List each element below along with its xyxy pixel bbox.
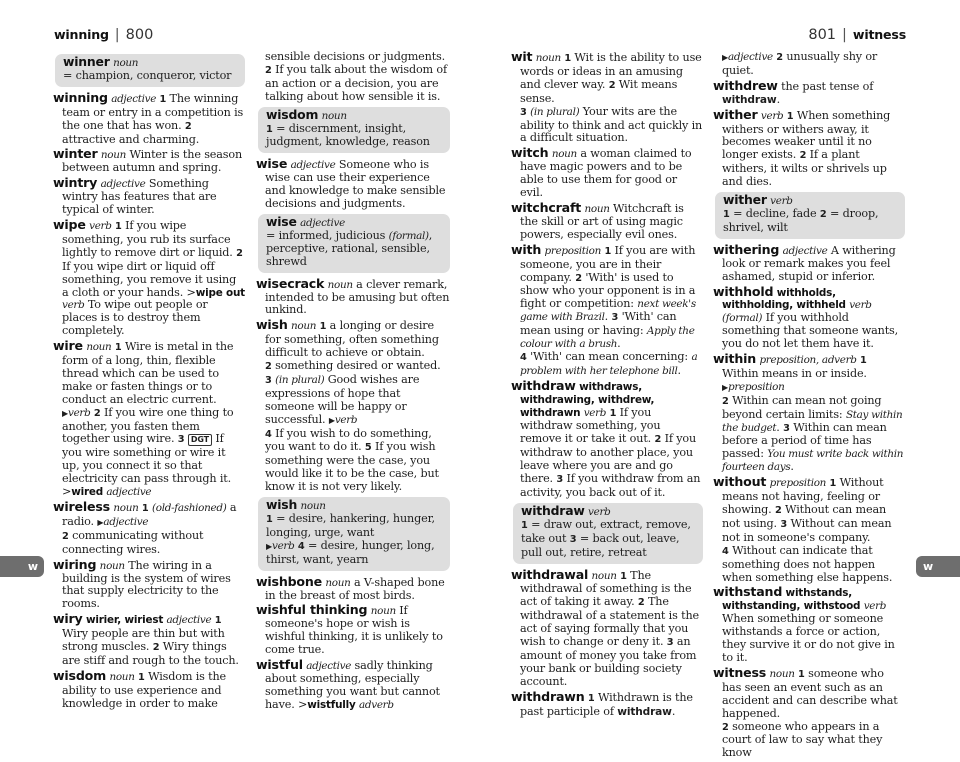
entry-within	[713, 353, 905, 474]
headword: withdrawal	[511, 566, 589, 582]
definition: 'With' can mean using or having:	[520, 310, 677, 338]
sense-number: 2	[62, 530, 69, 542]
sense-number: 1	[786, 110, 794, 122]
definition: someone who has seen an event such as an accident and can describe what happened.	[722, 666, 898, 720]
thesaurus-headword: withdraw	[521, 502, 585, 518]
sense-number: 1	[604, 245, 612, 257]
entry-witness	[713, 664, 905, 760]
entry-winning	[53, 89, 245, 147]
sense-number: 4	[520, 351, 527, 363]
definition: a clever remark, intended to be amusing but often unkind.	[265, 277, 450, 317]
inflections: withholds, withholding, withheld	[722, 286, 846, 312]
sense-number: 1	[609, 407, 617, 419]
entry-with	[511, 241, 703, 378]
entry-wisdom	[53, 667, 245, 711]
definition: Within can mean not going beyond certain limits:	[722, 393, 882, 421]
right-page-header	[808, 27, 906, 43]
entry-wistful	[256, 659, 450, 712]
sense-number: 2	[799, 150, 807, 162]
cross-reference: withdraw	[722, 93, 777, 106]
sense-number: 3	[780, 518, 788, 530]
headword: wiry	[53, 611, 83, 627]
headword: withering	[713, 241, 780, 257]
part-of-speech: verb	[89, 219, 112, 232]
entry-wish	[256, 319, 450, 494]
example-sentence: Apply the colour with a brush	[520, 325, 695, 351]
headword: wishbone	[256, 573, 322, 589]
definition: a V-shaped bone in the breast of most birds.	[265, 575, 445, 602]
headword: wipe	[53, 216, 86, 232]
sense-number: 3	[611, 312, 619, 324]
example-sentence: Stay within the budget	[722, 408, 903, 434]
sense-number: 4	[722, 545, 729, 557]
arrow-icon: ▶	[62, 408, 69, 418]
part-of-speech: noun	[321, 109, 347, 122]
punctuation: .	[677, 363, 681, 377]
headword: wishful thinking	[256, 602, 368, 618]
usage-label: (old-fashioned)	[152, 502, 227, 514]
headword: with	[511, 241, 542, 257]
definition: Something wintry has features that are typical of winter.	[62, 177, 217, 217]
entry-withdrew	[713, 77, 905, 107]
part-of-speech: noun	[99, 559, 125, 572]
part-of-speech: noun	[535, 52, 561, 64]
thesaurus-headword: wish	[266, 497, 298, 513]
thesaurus-box-winner	[55, 54, 245, 87]
synonyms: = desire, hunger, long, thirst, want, yearn	[266, 538, 435, 566]
synonyms: = back out, leave, pull out, retire, retreat	[521, 531, 680, 559]
header-separator: |	[114, 27, 120, 43]
part-of-speech: adjective	[306, 660, 352, 673]
definition: A withering look or remark makes you feel ashamed, stupid or inferior.	[722, 243, 896, 283]
entry-witch	[511, 147, 703, 200]
part-of-speech: adjective	[728, 51, 773, 63]
sense-number: 1	[564, 53, 571, 64]
sense-number: 2	[722, 395, 729, 407]
definition: a woman claimed to have magic powers and to be able to use them for good or evil.	[520, 147, 692, 200]
sense-number: 3	[556, 474, 564, 486]
entry-wise	[256, 158, 450, 211]
sense-number: 2	[637, 597, 645, 609]
sense-number: 4	[297, 540, 305, 552]
header-separator: |	[842, 27, 847, 43]
definition: The winning team or entry in a competition is the one that has won.	[62, 91, 244, 132]
definition: Within can mean before a period of time has passed:	[722, 420, 887, 461]
part-of-speech: verb	[588, 505, 611, 518]
headword: winning	[53, 89, 108, 105]
part-of-speech: noun	[370, 605, 396, 618]
sense-number: 1	[798, 668, 805, 680]
part-of-speech: adjective	[782, 244, 828, 257]
sense-number: 2	[654, 434, 662, 446]
entry-wire	[53, 340, 245, 499]
cross-reference: withdraw	[617, 705, 672, 718]
phrasal-verb: wipe out	[195, 286, 245, 299]
definition: communicating without connecting wires.	[62, 528, 204, 556]
entry-witchcraft	[511, 199, 703, 242]
definition: the past tense of	[781, 79, 874, 93]
derived-form-marker: >	[62, 485, 72, 499]
part-of-speech: verb	[272, 539, 295, 552]
sense-number: 2	[575, 272, 582, 284]
definition: If you wish to do something, you want to do it.	[265, 426, 432, 454]
sense-number: 1	[159, 93, 167, 105]
entry-withdrawn	[511, 688, 703, 719]
headword: wish	[256, 317, 288, 333]
definition: If a plant withers, it wilts or shrivels up and dies.	[722, 148, 887, 189]
sense-number: 1	[214, 615, 222, 627]
definition: Within means in or inside.	[722, 366, 867, 380]
definition: If you wipe dirt or liquid off something, you remove it using a cloth or your hands.	[62, 259, 237, 299]
definition: Wit means sense.	[520, 77, 678, 105]
thesaurus-box-wisdom	[258, 107, 450, 154]
entry-wipe	[53, 216, 245, 338]
entry-wintry	[53, 177, 245, 217]
sense-number: 1	[266, 123, 273, 135]
punctuation: .	[776, 420, 780, 434]
definition: To wipe out people or places is to destroy them completely.	[62, 298, 208, 338]
thesaurus-box-wise	[258, 214, 450, 273]
synonyms: = droop, shrivel, wilt	[723, 206, 879, 234]
headword: witness	[713, 664, 767, 680]
sense-number: 1	[266, 514, 273, 525]
thumb-index-letter: w	[923, 560, 934, 573]
sense-number: 1	[114, 342, 122, 354]
inflections: withdraws, withdrawing, withdrew, withdrawn	[520, 380, 655, 419]
sense-number: 2	[236, 247, 243, 259]
definition: unusually shy or quiet.	[722, 50, 878, 77]
part-of-speech: verb	[583, 406, 607, 419]
thesaurus-headword: winner	[63, 54, 110, 69]
page-number: 800	[125, 27, 154, 43]
entry-withdrawal	[511, 566, 703, 689]
part-of-speech: verb	[334, 413, 358, 426]
sense-number: 3	[783, 422, 790, 434]
punctuation: .	[790, 460, 794, 474]
definition: If you withhold something that someone wants, you do not let them have it.	[722, 311, 899, 351]
definition: Without can mean not in someone's company.	[722, 516, 892, 544]
definition: something desired or wanted.	[275, 359, 441, 373]
definition: sensible decisions or judgments.	[265, 50, 446, 63]
definition: When something or someone withstands a force or action, they survive it or do not give in to it.	[722, 612, 895, 664]
part-of-speech: verb	[849, 299, 872, 312]
inflections: withstands, withstanding, withstood	[722, 587, 861, 613]
sense-number: 3	[520, 106, 527, 118]
definition: Someone who is wise can use their experience and knowledge to make sensible decisions and judgments.	[265, 158, 446, 211]
definition: If someone's hope or wish is wishful thinking, it is unlikely to come true.	[265, 604, 443, 657]
entry-wishful-thinking	[256, 604, 450, 657]
arrow-icon: ▶	[97, 517, 104, 527]
synonyms: = desire, hankering, hunger, longing, urge, want	[266, 512, 435, 539]
part-of-speech: verb	[770, 195, 793, 208]
definition: If you are with someone, you are in their company.	[520, 243, 696, 284]
definition: Wiry people are thin but with strong muscles.	[62, 627, 225, 654]
definition: Wiry things are stiff and rough to the touch.	[62, 640, 239, 667]
sense-number: 1	[723, 208, 730, 220]
headword: wintry	[53, 175, 98, 191]
sense-number: 1	[319, 321, 327, 333]
synonyms: = discernment, insight, judgment, knowledge, reason	[266, 121, 430, 149]
usage-label: (in plural)	[530, 105, 580, 118]
punctuation: .	[604, 310, 609, 324]
definition: a radio.	[62, 501, 237, 528]
thesaurus-headword: wisdom	[266, 106, 319, 122]
inflections: wirier, wiriest	[85, 614, 164, 627]
punctuation: .	[776, 92, 780, 106]
part-of-speech: noun	[769, 667, 795, 680]
sense-number: 1	[620, 570, 627, 582]
part-of-speech: verb	[68, 406, 91, 419]
sense-number: 2	[819, 208, 827, 220]
arrow-icon: ▶	[266, 541, 273, 551]
part-of-speech: adjective	[100, 178, 146, 191]
definition: If you withdraw something, you remove it or take it out.	[520, 405, 661, 446]
entry-wireless	[53, 501, 245, 557]
headword: wistful	[256, 657, 303, 673]
entry-wither	[713, 106, 905, 189]
part-of-speech: preposition	[544, 244, 602, 257]
derived-form: wistfully	[307, 698, 356, 711]
part-of-speech: adjective	[111, 92, 157, 105]
headword: witch	[511, 145, 549, 161]
definition: If you withdraw to another place, you leave where you are and go there.	[520, 432, 697, 486]
example-sentence: a problem with her telephone bill	[520, 350, 698, 377]
sense-number: 2	[152, 642, 160, 654]
sense-number: 1	[138, 671, 145, 683]
sense-number: 3	[666, 637, 674, 649]
derived-form-marker: >	[298, 697, 308, 711]
headword: wise	[256, 156, 288, 172]
sense-number: 2	[774, 505, 782, 516]
derived-form-marker: >	[186, 285, 196, 299]
example-sentence: You must write back within fourteen days	[722, 448, 904, 474]
punctuation: .	[671, 704, 676, 718]
thesaurus-box-wish	[258, 497, 450, 571]
headword: within	[713, 351, 757, 367]
synonyms: = informed, judicious	[266, 228, 389, 242]
running-headword: witness	[852, 27, 906, 42]
sense-number: 4	[265, 428, 272, 440]
sense-number: 3	[177, 434, 185, 446]
entry-wisdom-continued	[256, 51, 450, 104]
headword: withstand	[713, 584, 783, 600]
definition: Witchcraft is the skill or art of using magic powers, especially evil ones.	[520, 201, 684, 241]
definition: If you talk about the wisdom of an action or a decision, you are talking about how sensible it is.	[265, 62, 447, 103]
definition: If you wire one thing to another, you fasten them together using wire.	[62, 405, 234, 446]
definition: sadly thinking about something, especially something you want but cannot have.	[265, 659, 440, 711]
usage-label: (formal)	[388, 229, 429, 242]
headword: wisecrack	[256, 275, 325, 291]
entry-wiring	[53, 556, 245, 612]
part-of-speech: noun	[325, 576, 351, 589]
headword: wisdom	[53, 667, 107, 683]
definition: a longing or desire for something, often something difficult to achieve or obtain.	[265, 319, 439, 360]
headword: wither	[713, 106, 758, 122]
entry-withering	[713, 241, 905, 284]
derived-form: wired	[71, 486, 104, 499]
definition: Winter is the season between autumn and spring.	[62, 148, 243, 175]
part-of-speech: adjective	[103, 515, 149, 528]
part-of-speech: noun	[551, 148, 577, 161]
part-of-speech: noun	[109, 670, 135, 683]
definition: Wisdom is the ability to use experience and knowledge in order to make	[62, 669, 227, 710]
entry-withhold	[713, 283, 905, 352]
entry-wiry	[53, 613, 245, 668]
sense-number: 1	[521, 519, 528, 531]
usage-label: (formal)	[722, 312, 763, 325]
definition: If you withdraw from an activity, you back out of it.	[520, 472, 701, 499]
definition: Without means not having, feeling or showing.	[722, 476, 884, 516]
definition: When something withers or withers away, it becomes weaker until it no longer exists.	[722, 108, 891, 162]
entry-withdraw	[511, 377, 703, 500]
sense-number: 2	[93, 407, 101, 419]
sense-number: 2	[776, 52, 783, 63]
sense-number: 1	[860, 355, 867, 367]
column-1	[53, 51, 245, 713]
definition: If you wipe something, you rub its surface lightly to remove dirt or liquid.	[62, 218, 233, 259]
part-of-speech: verb	[62, 299, 85, 312]
part-of-speech: verb	[863, 600, 887, 613]
sense-number: 1	[141, 503, 149, 514]
sense-number: 1	[587, 692, 595, 704]
part-of-speech: noun	[591, 569, 617, 582]
entry-winter	[53, 148, 245, 175]
column-2	[256, 51, 450, 714]
thumb-index-tab-left	[0, 556, 44, 577]
definition: Without can indicate that something does not happen when something else happens.	[722, 543, 893, 584]
column-3	[511, 51, 703, 721]
example-sentence: next week's game with Brazil	[520, 298, 696, 324]
definition: Your wits are the ability to think and act quickly in a difficult situation.	[520, 104, 703, 145]
headword: withdrew	[713, 77, 778, 93]
synonyms: = decline, fade	[733, 206, 817, 220]
part-of-speech: adjective	[166, 614, 212, 627]
usage-label: (in plural)	[275, 373, 325, 386]
headword: wire	[53, 338, 83, 354]
sense-number: 3	[569, 533, 577, 545]
headword: wit	[511, 49, 533, 64]
headword: wiring	[53, 556, 97, 572]
left-page-header	[54, 27, 153, 43]
definition: The wiring in a building is the system of wires that supply electricity to the rooms.	[62, 558, 231, 611]
headword: wireless	[53, 499, 110, 514]
part-of-speech: adjective	[106, 486, 152, 499]
definition: If you wish something were the case, you would like it to be the case, but know it is not very likely.	[265, 440, 439, 494]
headword: witchcraft	[511, 199, 582, 215]
arrow-icon: ▶	[722, 53, 729, 62]
entry-wit	[511, 51, 703, 145]
headword: without	[713, 474, 767, 490]
entry-without	[713, 476, 905, 584]
definition: attractive and charming.	[62, 132, 200, 146]
part-of-speech: preposition	[769, 477, 827, 490]
thesaurus-box-wither	[715, 192, 905, 239]
definition: Wit is the ability to use words or ideas in an amusing and clever way.	[520, 51, 702, 91]
arrow-icon: ▶	[328, 415, 335, 425]
thesaurus-box-withdraw	[513, 503, 703, 564]
sense-number: 3	[265, 374, 272, 386]
sense-number: 2	[608, 79, 616, 91]
part-of-speech: noun	[291, 320, 317, 333]
part-of-speech: noun	[300, 500, 326, 513]
sense-number: 1	[829, 478, 837, 490]
thesaurus-headword: wither	[723, 192, 767, 208]
definition: 'With' can mean concerning:	[530, 349, 689, 363]
headword: withdrawn	[511, 688, 585, 704]
definition: The withdrawal of a statement is the act of saying formally that you wish to change or deny it.	[520, 595, 699, 649]
entry-withdrawn-continued	[713, 51, 905, 78]
column-4	[713, 51, 905, 762]
entry-wishbone	[256, 573, 450, 603]
thumb-index-letter: w	[27, 560, 38, 573]
synonyms: = draw out, extract, remove, take out	[521, 517, 691, 545]
sense-number: 2	[722, 721, 729, 733]
part-of-speech: noun	[327, 278, 353, 291]
sense-number: 5	[364, 442, 372, 454]
definition: Withdrawn is the past participle of	[520, 690, 693, 718]
synonyms: , perceptive, rational, sensible, shrewd	[266, 228, 433, 268]
synonyms: = champion, conqueror, victor	[63, 68, 232, 82]
definition: 'With' is used to show who your opponent is in a fight or competition:	[520, 270, 696, 311]
part-of-speech: noun	[584, 202, 610, 215]
entry-withstand	[713, 586, 905, 664]
punctuation: .	[617, 337, 621, 351]
definition: someone who appears in a court of law to say what they know	[722, 719, 883, 760]
thesaurus-headword: wise	[266, 213, 297, 229]
definition: Good wishes are expressions of hope that someone will be happy or successful.	[265, 372, 420, 426]
entry-wisecrack	[256, 275, 450, 318]
part-of-speech: adjective	[290, 159, 336, 172]
sense-number: 2	[265, 361, 272, 373]
sense-number: 2	[184, 120, 192, 132]
headword: withdraw	[511, 377, 576, 393]
arrow-icon: ▶	[722, 382, 729, 392]
part-of-speech: adverb	[359, 698, 394, 711]
page-number: 801	[808, 27, 837, 43]
running-headword: winning	[54, 27, 109, 42]
subject-label-badge: DGT	[188, 434, 212, 446]
definition: Wire is metal in the form of a long, thin, flexible thread which can be used to make or fasten things or to conduct an electric current.	[62, 340, 234, 406]
definition: The withdrawal of something is the act of taking it away.	[520, 568, 692, 609]
part-of-speech: noun	[113, 57, 139, 69]
definition: Without can mean not using.	[722, 503, 887, 530]
sense-number: 2	[265, 64, 272, 76]
thumb-index-tab-right	[916, 556, 960, 577]
part-of-speech: preposition	[728, 380, 785, 393]
part-of-speech: noun	[113, 502, 139, 514]
headword: withhold	[713, 283, 774, 299]
definition: an amount of money you take from your bank or building society account.	[520, 635, 697, 688]
part-of-speech: noun	[86, 341, 112, 354]
part-of-speech: noun	[100, 149, 127, 162]
part-of-speech: preposition, adverb	[759, 354, 857, 367]
sense-number: 1	[114, 220, 122, 232]
headword: winter	[53, 146, 98, 162]
definition: If you wire something or wire it up, you connect it so that electricity can pass through it.	[62, 432, 232, 486]
part-of-speech: adjective	[300, 216, 345, 229]
part-of-speech: verb	[760, 109, 784, 122]
